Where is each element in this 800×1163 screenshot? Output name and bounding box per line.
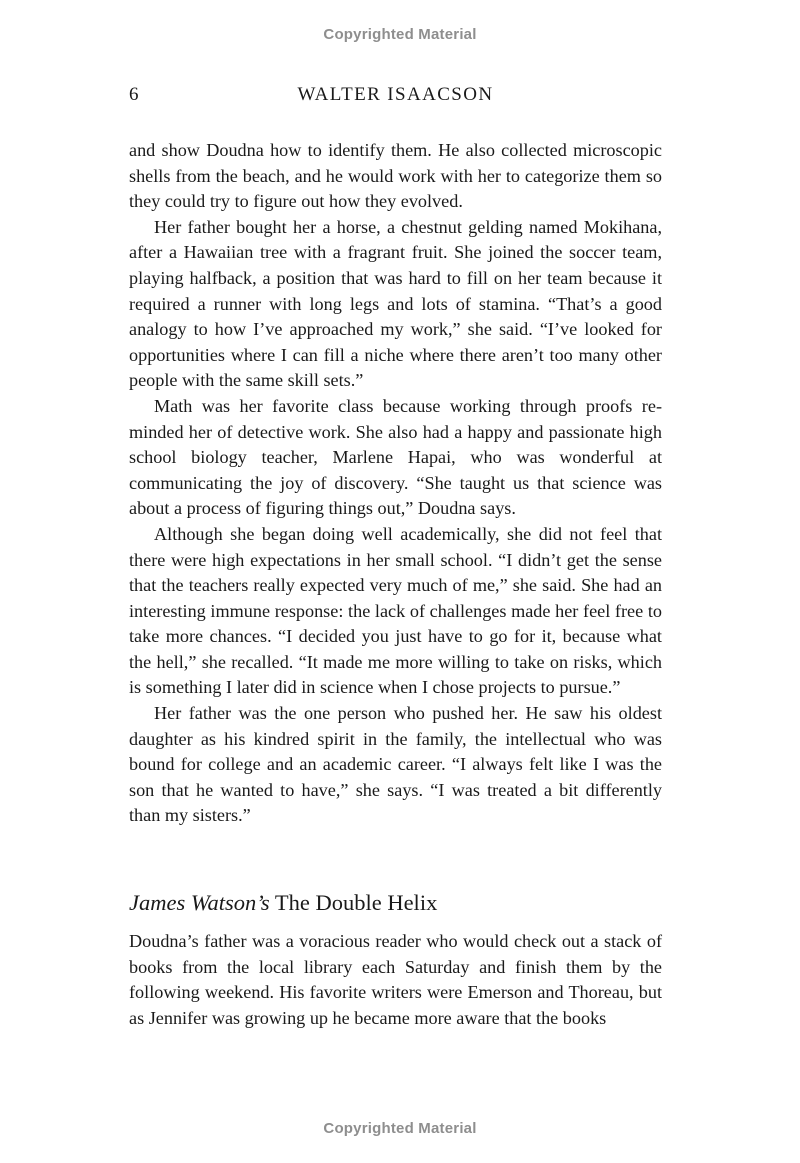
paragraph: and show Doudna how to identify them. He also collected microscopic shells from the beach, and he would work with her to categorize them so they could try to figure out how they evolved. [129, 140, 662, 212]
paragraph: Doudna’s father was a voracious reader who would check out a stack of books from the local library each Saturday and finish them by the following weekend. His favorite writers were Emerson and Thoreau, but as Jennifer was growing up he became more aware that the books [129, 931, 662, 1028]
section-body-text [129, 929, 662, 1031]
paragraph: Her father bought her a horse, a chestnut gelding named Mokihana, after a Hawaiian tree with a fragrant fruit. She joined the soccer team, playing halfback, a position that was hard to fill on her team because it required a runner with long legs and lots of stamina. “That’s a good analogy to how I’ve approached my work,” she said. “I’ve looked for opportunities where I can fill a niche where there aren’t too many other people with the same skill sets.” [129, 216, 662, 391]
section-heading [129, 890, 662, 916]
running-head [129, 84, 662, 110]
page-number: 6 [129, 84, 139, 105]
running-title: WALTER ISAACSON [297, 84, 494, 105]
section-heading-roman: The Double Helix [269, 890, 438, 915]
paragraph: Although she began doing well academically, she did not feel that there were high expectations in her small school. “I didn’t get the sense that the teachers really expected very much of me,” she said. She had an interesting immune response: the lack of challenges made her feel free to take more chances. “I decided you just have to go for it, because what the hell,” she recalled. “It made me more willing to take on risks, which is something I later did in science when I chose projects to pursue.” [129, 523, 662, 698]
paragraph: Her father was the one person who pushed her. He saw his oldest daughter as his kindred spirit in the family, the intellectual who was bound for college and an academic career. “I always felt like I was the son that he wanted to have,” she says. “I was treated a bit differently than my sisters.” [129, 703, 662, 826]
section-heading-italic: James Watson’s [129, 890, 270, 915]
body-text [129, 138, 662, 829]
paragraph: Math was her favorite class because working through proofs reminded her of detective work. She also had a happy and passionate high school biology teacher, Marlene Hapai, who was wonderful at communicating the joy of discovery. “She taught us that science was about a process of figuring things out,” Doudna says. [129, 395, 662, 519]
copyright-watermark-bottom: Copyrighted Material [323, 1120, 477, 1137]
copyright-watermark-top: Copyrighted Material [323, 26, 477, 43]
